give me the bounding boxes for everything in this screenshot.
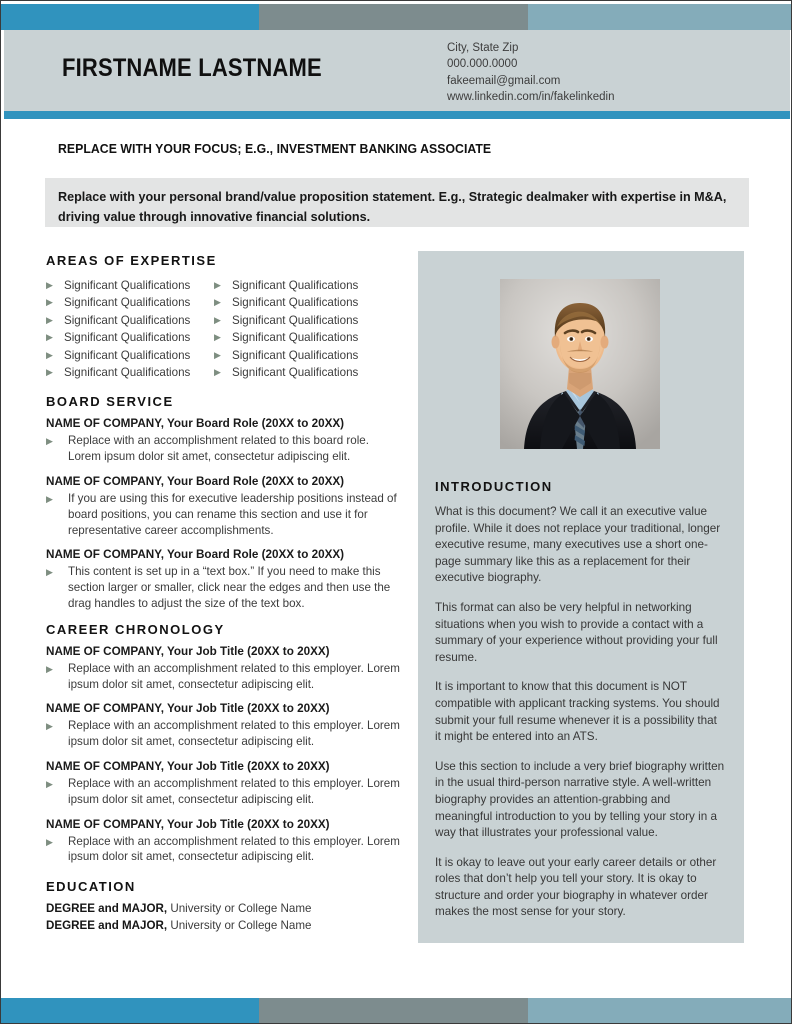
top-bar-light-segment: [528, 4, 792, 30]
contact-linkedin: www.linkedin.com/in/fakelinkedin: [447, 91, 615, 104]
triangle-bullet-icon: ▶: [46, 663, 53, 674]
top-bar-blue-segment: [1, 4, 259, 30]
triangle-bullet-icon: ▶: [46, 721, 53, 732]
list-item-label: Significant Qualifications: [64, 279, 191, 292]
entry-bullet-text: Replace with an accomplishment related to this board role. Lorem ipsum dolor sit amet, consectetur adipiscing elit.: [68, 434, 369, 464]
top-color-bar: [1, 4, 792, 30]
list-item: [214, 329, 382, 346]
triangle-bullet-icon: ▶: [46, 314, 53, 325]
education-degree: DEGREE and MAJOR,: [46, 918, 168, 932]
page-title: FIRSTNAME LASTNAME: [62, 54, 322, 82]
introduction-paragraph: What is this document? We call it an executive value profile. While it does not replace your traditional, longer executive resume, many executives use a short one-page summary like this as a replacement for their executive biography.: [435, 505, 721, 585]
section-heading-career-chronology: CAREER CHRONOLOGY: [46, 621, 225, 637]
triangle-bullet-icon: ▶: [214, 349, 221, 360]
header-block: [4, 30, 790, 111]
section-heading-introduction: INTRODUCTION: [435, 479, 553, 494]
career-entry: [46, 759, 401, 808]
header-divider-rule: [4, 111, 790, 119]
right-column-panel: [418, 251, 744, 943]
list-item-label: Significant Qualifications: [232, 313, 359, 327]
list-item-label: Significant Qualifications: [232, 296, 359, 310]
entry-bullet: [46, 564, 401, 611]
list-item-label: Significant Qualifications: [64, 296, 191, 310]
contact-phone: 000.000.0000: [447, 58, 518, 71]
top-bar-grey-segment: [259, 4, 528, 30]
entry-bullet-text: If you are using this for executive leadership positions instead of board positions, you can rename this section and use it for representative career accomplishments.: [68, 492, 397, 537]
list-item: [214, 277, 382, 294]
list-item-label: Significant Qualifications: [64, 348, 191, 362]
triangle-bullet-icon: ▶: [46, 332, 53, 343]
list-item-label: Significant Qualifications: [232, 348, 359, 362]
entry-bullet: [46, 433, 401, 465]
triangle-bullet-icon: ▶: [214, 332, 221, 343]
entry-bullet: [46, 718, 401, 750]
triangle-bullet-icon: ▶: [46, 567, 53, 578]
career-entry: [46, 817, 401, 866]
triangle-bullet-icon: ▶: [46, 297, 53, 308]
entry-title: NAME OF COMPANY, Your Board Role (20XX to 20XX): [46, 548, 345, 562]
focus-headline: REPLACE WITH YOUR FOCUS; E.G., INVESTMENT BANKING ASSOCIATE: [58, 141, 492, 156]
entry-title: NAME OF COMPANY, Your Job Title (20XX to 20XX): [46, 644, 330, 658]
triangle-bullet-icon: ▶: [214, 280, 221, 290]
board-service-entry: [46, 474, 401, 538]
education-entry: [46, 901, 401, 918]
triangle-bullet-icon: ▶: [214, 314, 221, 325]
entry-title: NAME OF COMPANY, Your Job Title (20XX to 20XX): [46, 702, 330, 716]
career-entry: [46, 701, 401, 750]
entry-title: NAME OF COMPANY, Your Job Title (20XX to 20XX): [46, 760, 330, 773]
areas-of-expertise-list: [46, 277, 401, 381]
entry-title: NAME OF COMPANY, Your Job Title (20XX to 20XX): [46, 817, 330, 831]
introduction-body: [435, 504, 725, 934]
triangle-bullet-icon: ▶: [46, 367, 53, 378]
entry-bullet: [46, 834, 401, 866]
entry-bullet-text: Replace with an accomplishment related to this employer. Lorem ipsum dolor sit amet, consectetur adipiscing elit.: [68, 777, 400, 806]
introduction-paragraph: Use this section to include a very brief biography written in the usual third-person narrative style. A well-written biography provides an attention-grabbing and meaningful introduction to you by telling your story in a way that illustrates your professional value.: [435, 759, 725, 840]
entry-title: NAME OF COMPANY, Your Board Role (20XX to 20XX): [46, 417, 345, 431]
brand-statement-text: Replace with your personal brand/value proposition statement. E.g., Strategic dealmaker with expertise in M&A, driving value through innovative financial solutions.: [58, 190, 727, 224]
list-item-label: Significant Qualifications: [64, 313, 191, 327]
contact-location: City, State Zip: [447, 42, 519, 54]
bottom-color-bar: [1, 998, 792, 1024]
board-service-entry: [46, 547, 401, 611]
list-item: [46, 329, 214, 346]
list-item: [46, 277, 214, 294]
entry-bullet-text: Replace with an accomplishment related to this employer. Lorem ipsum dolor sit amet, consectetur adipiscing elit.: [68, 719, 400, 749]
entry-bullet-text: This content is set up in a “text box.” If you need to make this section larger or smaller, click near the edges and then use the drag handles to adjust the size of the text box.: [68, 565, 391, 611]
avatar: [500, 279, 660, 449]
board-service-entry: [46, 416, 401, 465]
list-item: [46, 347, 214, 364]
brand-statement-box: [45, 178, 749, 227]
list-item: [214, 312, 382, 329]
triangle-bullet-icon: ▶: [46, 280, 53, 290]
left-column: [46, 253, 401, 934]
bottom-bar-light-segment: [528, 998, 792, 1024]
introduction-paragraph: This format can also be very helpful in networking situations when you wish to provide a contact with a summary of your experience without providing your full resume.: [435, 600, 718, 664]
list-item-label: Significant Qualifications: [232, 331, 359, 345]
triangle-bullet-icon: ▶: [46, 494, 53, 505]
triangle-bullet-icon: ▶: [214, 367, 221, 378]
entry-bullet: [46, 491, 401, 538]
entry-title: NAME OF COMPANY, Your Board Role (20XX to 20XX): [46, 475, 345, 489]
entry-bullet: [46, 776, 401, 808]
triangle-bullet-icon: ▶: [46, 779, 53, 789]
list-item-label: Significant Qualifications: [232, 366, 359, 380]
introduction-paragraph: It is important to know that this document is NOT compatible with applicant tracking systems. You should submit your full resume whenever it is a possibility that it might be entered into an ATS.: [435, 680, 720, 744]
list-item-label: Significant Qualifications: [64, 331, 191, 345]
list-item: [214, 347, 382, 364]
list-item: [214, 364, 382, 381]
list-item: [46, 294, 214, 311]
triangle-bullet-icon: ▶: [46, 836, 53, 847]
entry-bullet-text: Replace with an accomplishment related to this employer. Lorem ipsum dolor sit amet, consectetur adipiscing elit.: [68, 834, 400, 864]
introduction-paragraph: It is okay to leave out your early career details or other roles that don’t help you tell your story. It is okay to structure and order your biography in whatever order makes the most sense for your story.: [435, 855, 717, 919]
list-item: [46, 364, 214, 381]
list-item-label: Significant Qualifications: [232, 279, 359, 292]
section-heading-board-service: BOARD SERVICE: [46, 394, 174, 410]
contact-email: fakeemail@gmail.com: [447, 74, 561, 87]
contact-info: [447, 40, 614, 106]
entry-bullet: [46, 661, 401, 693]
section-heading-areas-of-expertise: AREAS OF EXPERTISE: [46, 253, 217, 268]
triangle-bullet-icon: ▶: [214, 297, 221, 308]
headshot-photo: [500, 279, 660, 449]
education-degree: DEGREE and MAJOR,: [46, 902, 168, 916]
entry-bullet-text: Replace with an accomplishment related to this employer. Lorem ipsum dolor sit amet, consectetur adipiscing elit.: [68, 661, 400, 691]
career-entry: [46, 644, 401, 693]
list-item: [46, 312, 214, 329]
education-school: University or College Name: [167, 918, 312, 932]
bottom-bar-blue-segment: [1, 998, 259, 1024]
list-item-label: Significant Qualifications: [64, 366, 191, 380]
triangle-bullet-icon: ▶: [46, 349, 53, 360]
section-heading-education: EDUCATION: [46, 879, 136, 895]
bottom-bar-grey-segment: [259, 998, 528, 1024]
list-item: [214, 294, 382, 311]
triangle-bullet-icon: ▶: [46, 436, 53, 447]
education-entry: [46, 918, 401, 935]
education-school: University or College Name: [167, 902, 312, 916]
